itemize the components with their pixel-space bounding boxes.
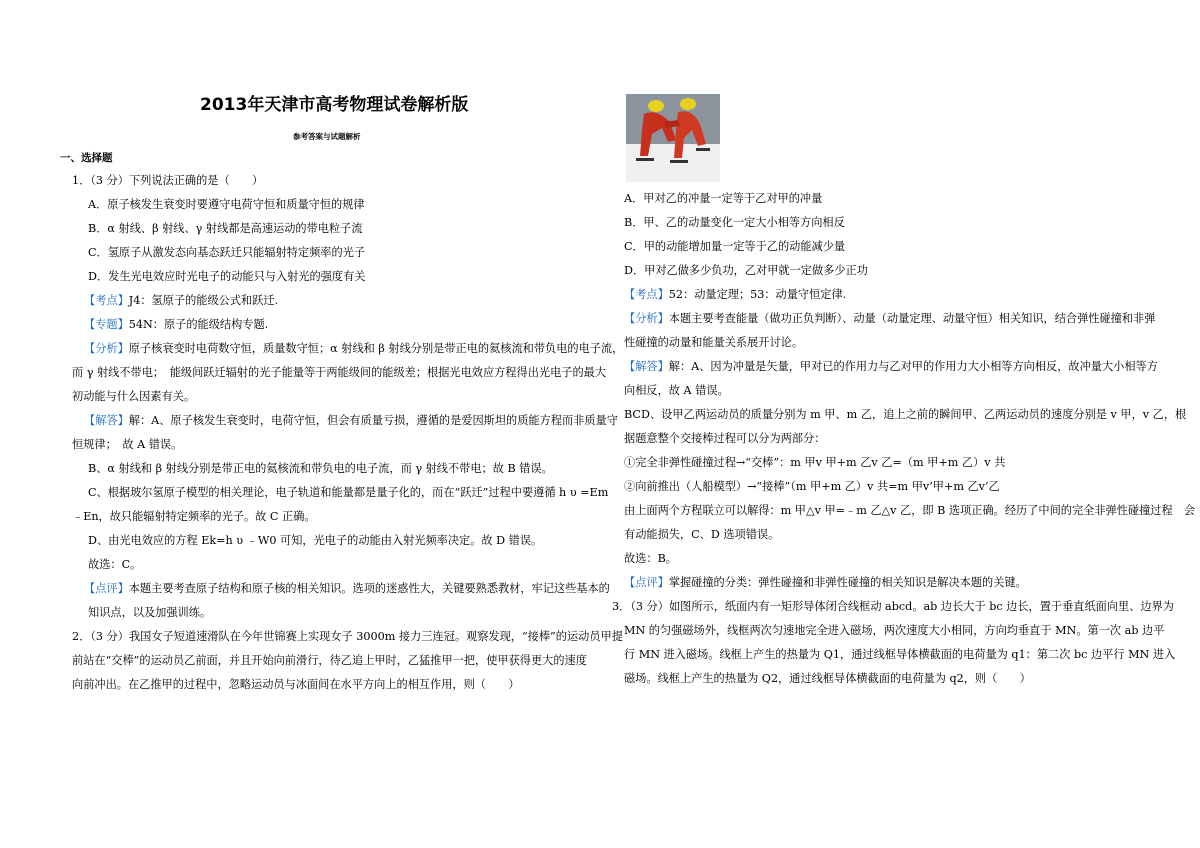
q1-option-d: D．发生光电效应时光电子的动能只与入射光的强度有关 bbox=[88, 270, 366, 283]
q2-jieda-line-3: BCD、设甲乙两运动员的质量分别为 m 甲、m 乙，追上之前的瞬间甲、乙两运动员的速度分别是 v 甲，v 乙，根 bbox=[624, 408, 1187, 421]
q3-stem-line-2: MN 的匀强磁场外，线框两次匀速地完全进入磁场，两次速度大小相同，方向均垂直于 MN。第一次 ab 边平 bbox=[624, 624, 1165, 637]
jieda-tag: 【解答】 bbox=[624, 360, 669, 373]
q2-jieda-line-4: 据题意整个交接棒过程可以分为两部分： bbox=[624, 432, 826, 445]
q2-option-b: B．甲、乙的动量变化一定大小相等方向相反 bbox=[624, 216, 845, 229]
kaodian-tag: 【考点】 bbox=[624, 288, 669, 301]
q1-jieda-line-3: B、α 射线和 β 射线分别是带正电的氦核流和带负电的电子流，而 γ 射线不带电；故 B 错误。 bbox=[88, 462, 553, 475]
q3-stem-line-3: 行 MN 进入磁场。线框上产生的热量为 Q1，通过线框导体横截面的电荷量为 q1：第二次 bc 边平行 MN 进入 bbox=[624, 648, 1176, 661]
q1-kaodian-text: J4：氢原子的能级公式和跃迁. bbox=[128, 294, 279, 307]
zhuanti-tag: 【专题】 bbox=[84, 318, 129, 331]
q1-dianping bbox=[84, 582, 610, 596]
page-subtitle: 参考答案与试题解析 bbox=[293, 132, 361, 141]
q1-jieda-line-4: C、根据玻尔氢原子模型的相关理论，电子轨道和能量都是量子化的，而在“跃迁”过程中要遵循 h υ =Em bbox=[88, 486, 609, 499]
q2-fenxi bbox=[624, 312, 1155, 326]
q2-option-a: A．甲对乙的冲量一定等于乙对甲的冲量 bbox=[624, 192, 823, 205]
q2-answer: 故选：B。 bbox=[624, 552, 677, 565]
q1-stem: 1．（3 分）下列说法正确的是（ ） bbox=[72, 174, 264, 187]
q2-jieda-line-7: 由上面两个方程联立可以解得：m 甲△v 甲=﹣m 乙△v 乙，即 B 选项正确。经历了中间的完全非弹性碰撞过程 会 bbox=[624, 504, 1196, 517]
q1-kaodian bbox=[84, 294, 278, 308]
q1-jieda-line-1: 解：A、原子核发生衰变时，电荷守恒，但会有质量亏损，遵循的是爱因斯坦的质能方程而非质量守 bbox=[128, 414, 618, 427]
q2-fenxi-line-1: 本题主要考查能量（做功正负判断）、动量（动量定理、动量守恒）相关知识，结合弹性碰撞和非弹 bbox=[668, 312, 1156, 325]
q2-jieda bbox=[624, 360, 1158, 374]
q2-stem-line-1: 2．（3 分）我国女子短道速滑队在今年世锦赛上实现女子 3000m 接力三连冠。观察发现，“接棒”的运动员甲提 bbox=[72, 630, 623, 643]
q1-fenxi bbox=[84, 342, 623, 356]
q1-jieda-line-5: ﹣En，故只能辐射特定频率的光子。故 C 正确。 bbox=[72, 510, 316, 523]
q2-kaodian-text: 52：动量定理；53：动量守恒定律. bbox=[668, 288, 847, 301]
q1-fenxi-line-1: 原子核衰变时电荷数守恒，质量数守恒；α 射线和 β 射线分别是带正电的氦核流和带负电的电子流， bbox=[128, 342, 624, 355]
q2-dianping bbox=[624, 576, 1027, 590]
q2-option-d: D．甲对乙做多少负功，乙对甲就一定做多少正功 bbox=[624, 264, 868, 277]
q1-fenxi-line-3: 初动能与什么因素有关。 bbox=[72, 390, 196, 403]
q1-jieda bbox=[84, 414, 618, 428]
q1-option-c: C．氢原子从激发态向基态跃迁只能辐射特定频率的光子 bbox=[88, 246, 366, 259]
q1-dianping-line-2: 知识点，以及加强训练。 bbox=[88, 606, 212, 619]
q1-answer: 故选：C。 bbox=[88, 558, 142, 571]
q2-jieda-line-1: 解：A、因为冲量是矢量，甲对已的作用力与乙对甲的作用力大小相等方向相反，故冲量大小相等方 bbox=[668, 360, 1158, 373]
q2-jieda-line-5: ①完全非弹性碰撞过程→“交棒”：m 甲v 甲+m 乙v 乙=（m 甲+m 乙）v 共 bbox=[624, 456, 1006, 469]
q2-option-c: C．甲的动能增加量一定等于乙的动能减少量 bbox=[624, 240, 846, 253]
q1-zhuanti bbox=[84, 318, 268, 332]
jieda-tag: 【解答】 bbox=[84, 414, 129, 427]
q1-dianping-line-1: 本题主要考查原子结构和原子核的相关知识。选项的迷惑性大，关键要熟悉教材，牢记这些基本的 bbox=[128, 582, 610, 595]
q1-jieda-line-6: D、由光电效应的方程 Ek=h υ ﹣W0 可知，光电子的动能由入射光频率决定。故 D 错误。 bbox=[88, 534, 543, 547]
q2-stem-line-3: 向前冲出。在乙推甲的过程中，忽略运动员与冰面间在水平方向上的相互作用，则（ ） bbox=[72, 678, 520, 691]
section-heading: 一、选择题 bbox=[60, 152, 113, 164]
q1-zhuanti-text: 54N：原子的能级结构专题. bbox=[128, 318, 269, 331]
dianping-tag: 【点评】 bbox=[84, 582, 129, 595]
page-title: 2013年天津市高考物理试卷解析版 bbox=[200, 95, 469, 115]
q1-jieda-line-2: 恒规律； 故 A 错误。 bbox=[72, 438, 183, 451]
q1-option-a: A．原子核发生衰变时要遵守电荷守恒和质量守恒的规律 bbox=[88, 198, 365, 211]
q2-jieda-line-8: 有动能损失，C、D 选项错误。 bbox=[624, 528, 780, 541]
q2-jieda-line-6: ②向前推出（人船模型）→“接棒”（m 甲+m 乙）v 共=m 甲v’甲+m 乙v’乙 bbox=[624, 480, 1000, 493]
q2-dianping-text: 掌握碰撞的分类：弹性碰撞和非弹性碰撞的相关知识是解决本题的关键。 bbox=[668, 576, 1027, 589]
speed-skaters-icon bbox=[626, 94, 720, 182]
q2-kaodian bbox=[624, 288, 846, 302]
q3-stem-line-1: 3．（3 分）如图所示，纸面内有一矩形导体闭合线框动 abcd。ab 边长大于 bc 边长，置于垂直纸面向里、边界为 bbox=[612, 600, 1174, 613]
q2-jieda-line-2: 向相反，故 A 错误。 bbox=[624, 384, 729, 397]
q3-stem-line-4: 磁场。线框上产生的热量为 Q2，通过线框导体横截面的电荷量为 q2，则（ ） bbox=[624, 672, 1031, 685]
fenxi-tag: 【分析】 bbox=[624, 312, 669, 325]
q2-fenxi-line-2: 性碰撞的动量和能量关系展开讨论。 bbox=[624, 336, 804, 349]
speed-skaters-photo bbox=[626, 94, 720, 182]
kaodian-tag: 【考点】 bbox=[84, 294, 129, 307]
q2-stem-line-2: 前站在“交棒”的运动员乙前面，并且开始向前滑行，待乙追上甲时，乙猛推甲一把，使甲获得更大的速度 bbox=[72, 654, 587, 667]
q1-fenxi-line-2: 而 γ 射线不带电； 能级间跃迁辐射的光子能量等于两能级间的能级差；根据光电效应方程得出光电子的最大 bbox=[72, 366, 607, 379]
q1-option-b: B．α 射线、β 射线、γ 射线都是高速运动的带电粒子流 bbox=[88, 222, 363, 235]
fenxi-tag: 【分析】 bbox=[84, 342, 129, 355]
dianping-tag: 【点评】 bbox=[624, 576, 669, 589]
